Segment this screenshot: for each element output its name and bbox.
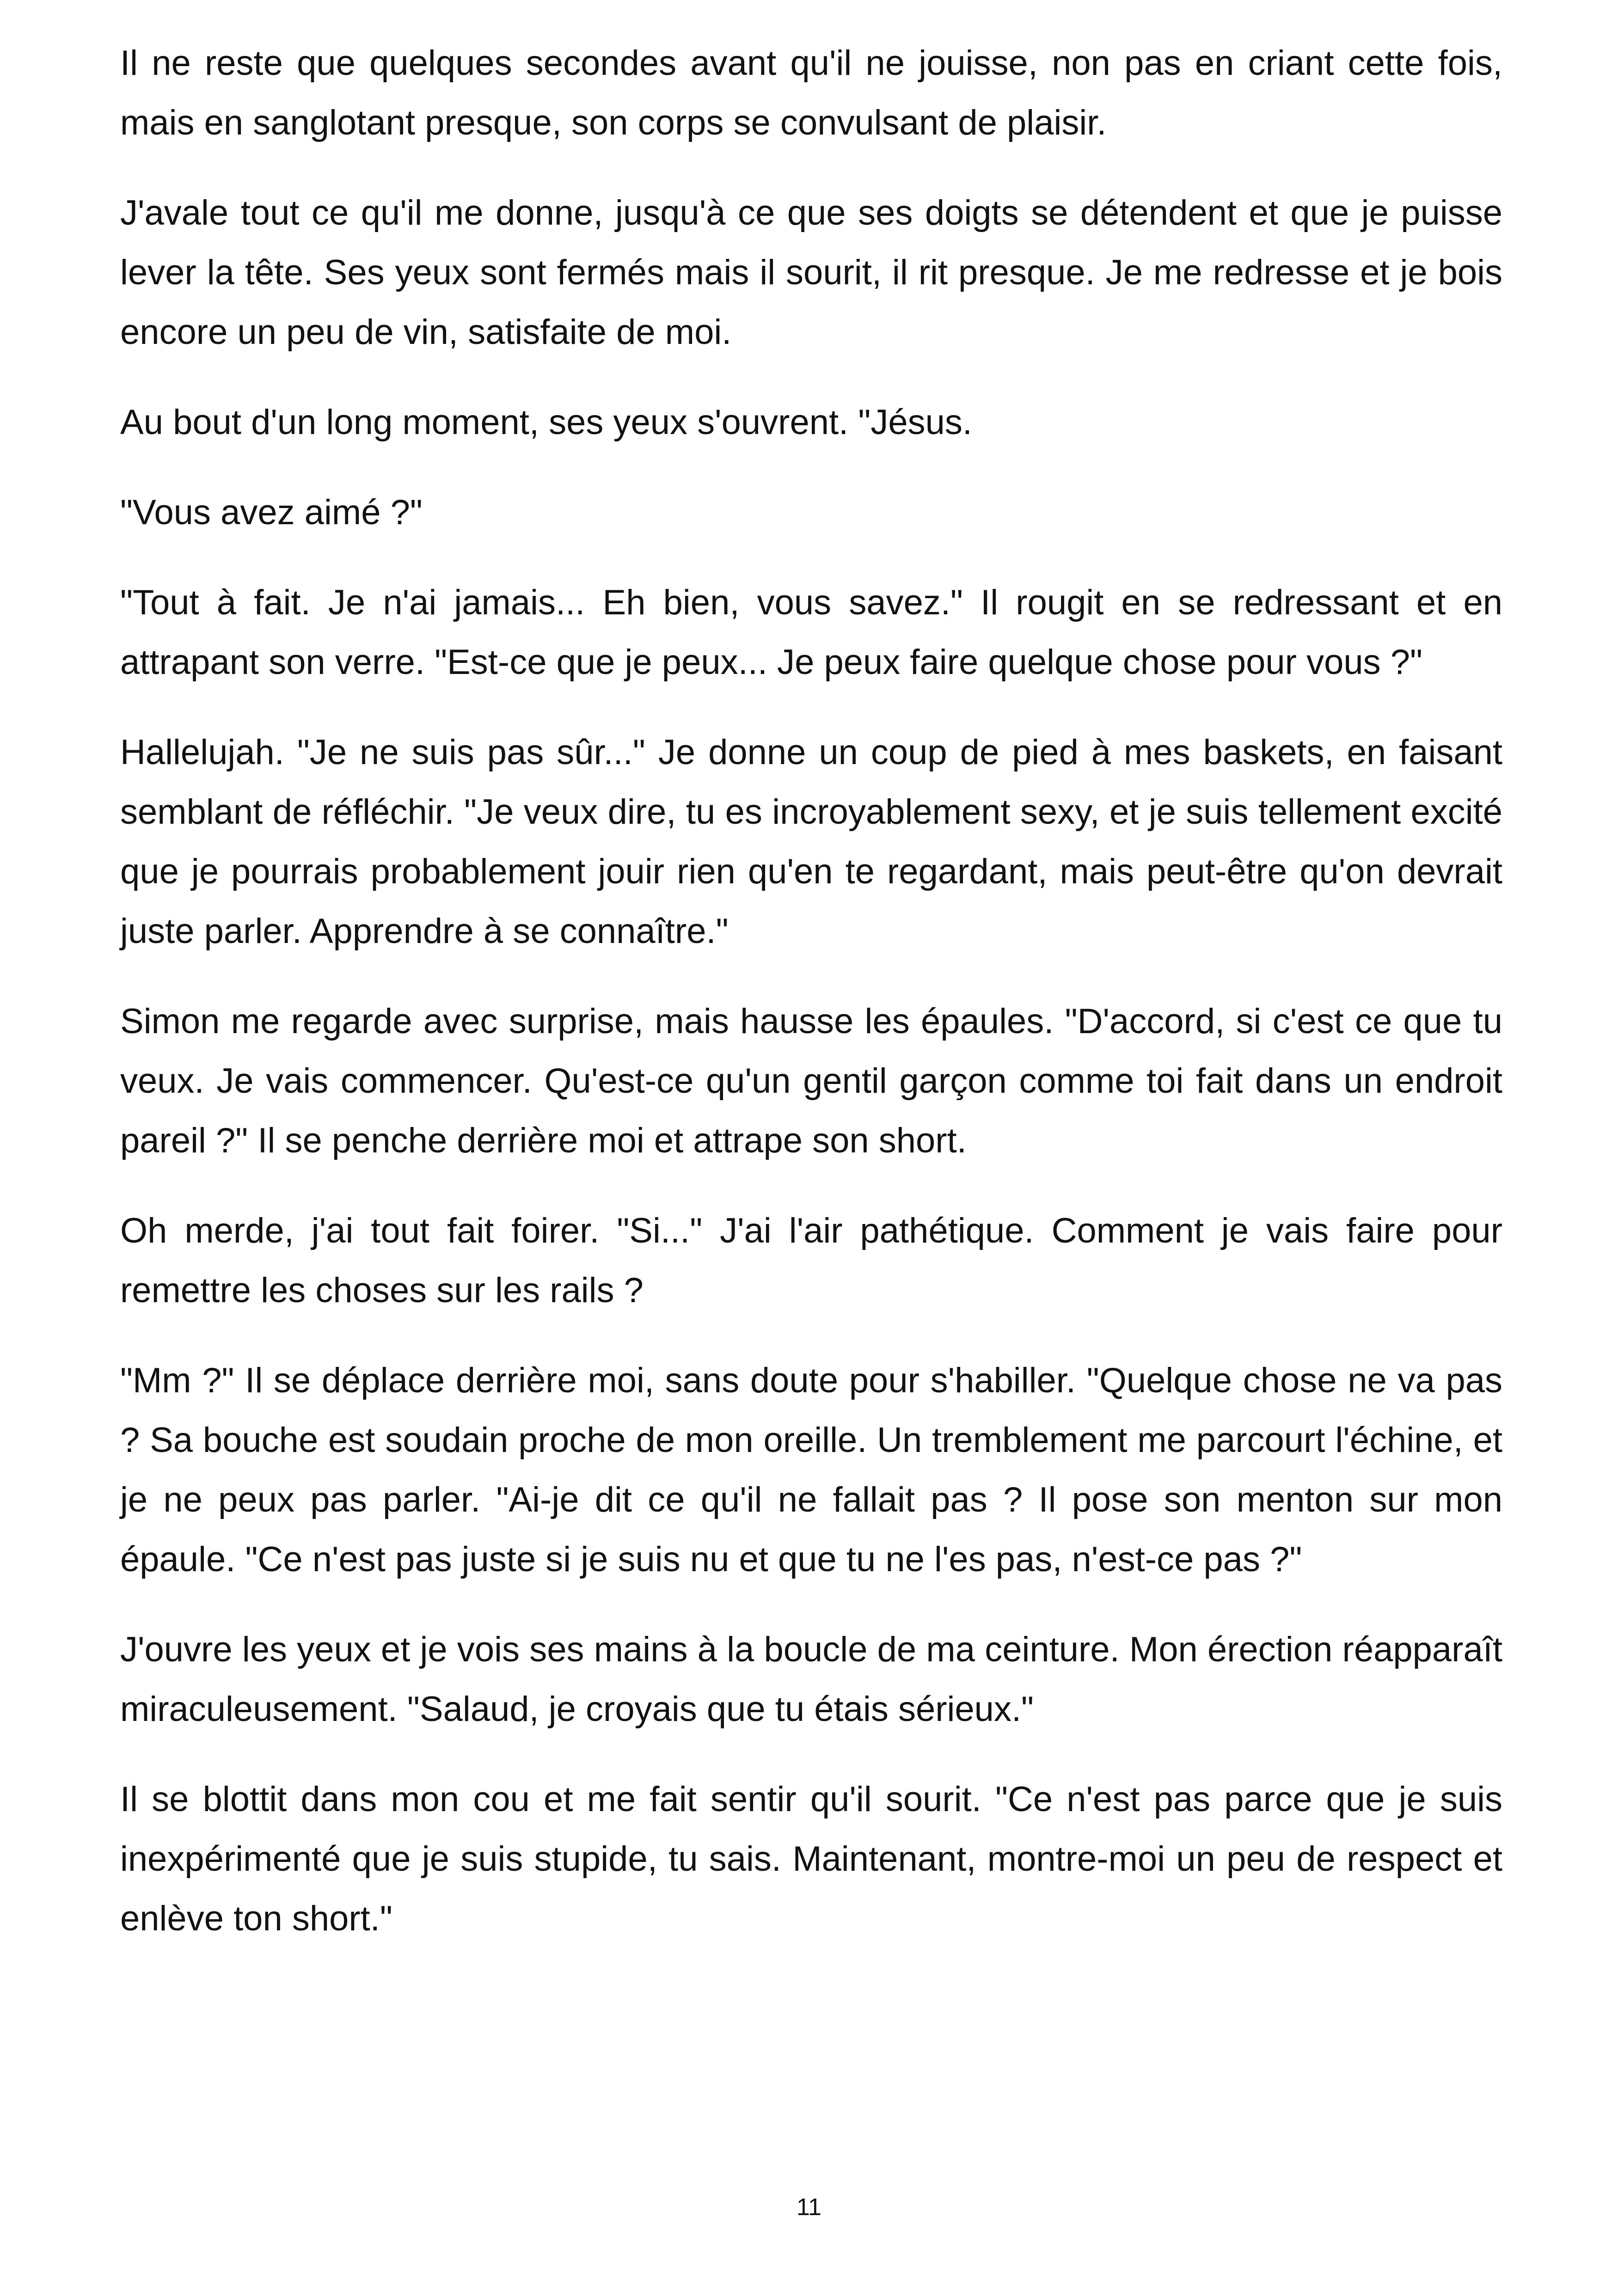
body-text xyxy=(120,33,1502,1979)
paragraph: "Tout à fait. Je n'ai jamais... Eh bien, vous savez." Il rougit en se redressant et en attrapant son verre. "Est-ce que je peux... Je peux faire quelque chose pour vous ?" xyxy=(120,583,1502,682)
paragraph: J'avale tout ce qu'il me donne, jusqu'à ce que ses doigts se détendent et que je puisse lever la tête. Ses yeux sont fermés mais il sourit, il rit presque. Je me redresse et je bois encore un peu de vin, satisfaite de moi. xyxy=(120,193,1502,352)
paragraph: Au bout d'un long moment, ses yeux s'ouvrent. "Jésus. xyxy=(120,403,972,442)
paragraph: Oh merde, j'ai tout fait foirer. "Si..." J'ai l'air pathétique. Comment je vais faire pour remettre les choses sur les rails ? xyxy=(120,1211,1502,1310)
paragraph: Hallelujah. "Je ne suis pas sûr..." Je donne un coup de pied à mes baskets, en faisant semblant de réfléchir. "Je veux dire, tu es incroyablement sexy, et je suis tellement excité que je pourrais probablement jouir rien qu'en te regardant, mais peut-être qu'on devrait juste parler. Apprendre à se connaître." xyxy=(120,733,1502,951)
paragraph: "Mm ?" Il se déplace derrière moi, sans doute pour s'habiller. "Quelque chose ne va pas ? Sa bouche est soudain proche de mon oreille. Un tremblement me parcourt l'échine, et je ne peux pas parler. "Ai-je dit ce qu'il ne fallait pas ? Il pose son menton sur mon épaule. "Ce n'est pas juste si je suis nu et que tu ne l'es pas, n'est-ce pas ?" xyxy=(120,1361,1502,1579)
paragraph: Simon me regarde avec surprise, mais hausse les épaules. "D'accord, si c'est ce que tu veux. Je vais commencer. Qu'est-ce qu'un gentil garçon comme toi fait dans un endroit pareil ?" Il se penche derrière moi et attrape son short. xyxy=(120,1002,1502,1160)
paragraph: "Vous avez aimé ?" xyxy=(120,493,423,532)
paragraph: J'ouvre les yeux et je vois ses mains à la boucle de ma ceinture. Mon érection réapparaît miraculeusement. "Salaud, je croyais que tu étais sérieux." xyxy=(120,1630,1502,1729)
page-number: 11 xyxy=(797,2194,821,2221)
paragraph: Il se blottit dans mon cou et me fait sentir qu'il sourit. "Ce n'est pas parce que je suis inexpérimenté que je suis stupide, tu sais. Maintenant, montre-moi un peu de respect et enlève ton short." xyxy=(120,1780,1502,1938)
paragraph: Il ne reste que quelques secondes avant qu'il ne jouisse, non pas en criant cette fois, mais en sanglotant presque, son corps se convulsant de plaisir. xyxy=(120,43,1502,142)
